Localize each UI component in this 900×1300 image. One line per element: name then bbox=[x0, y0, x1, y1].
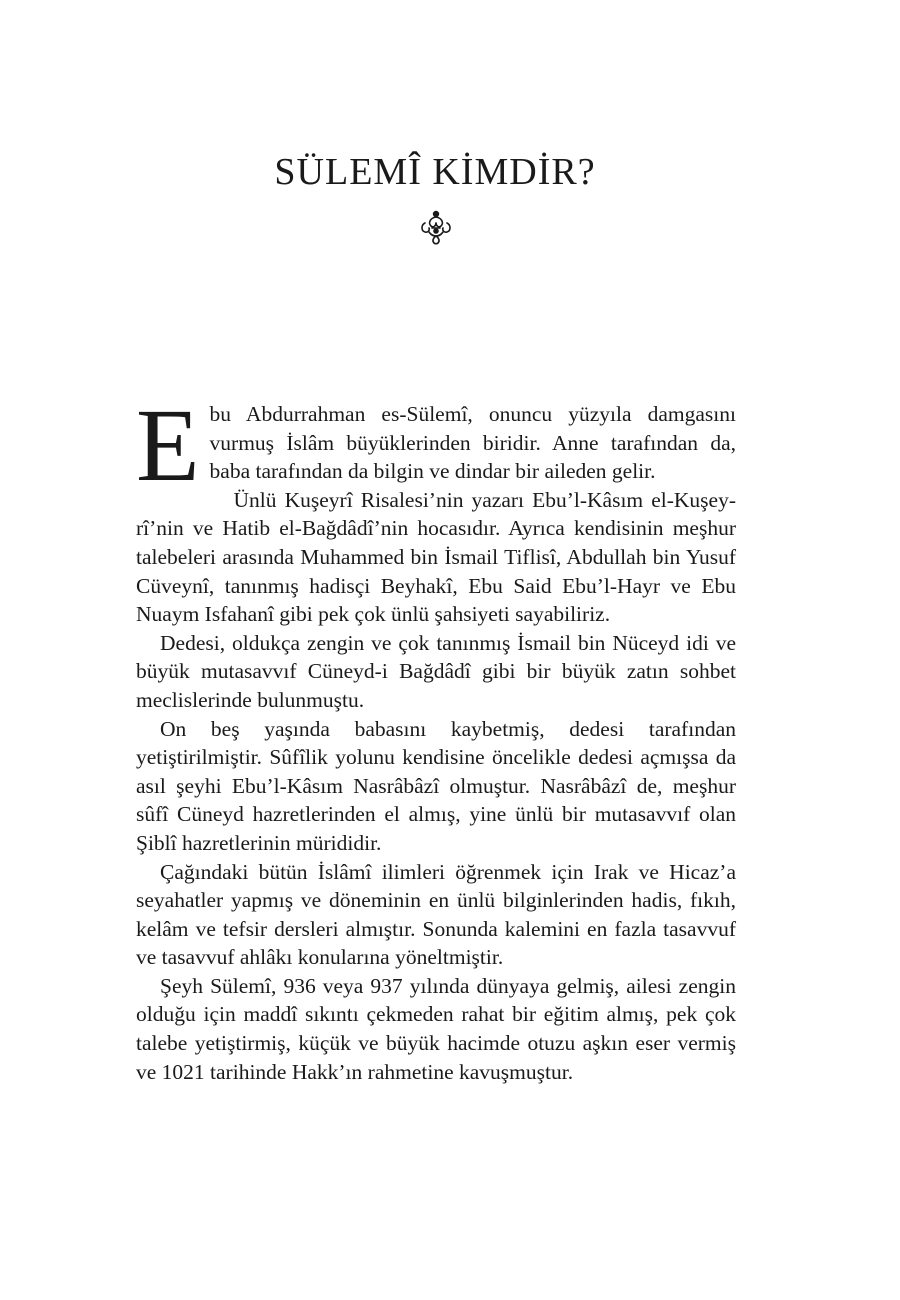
chapter-body bbox=[136, 388, 736, 1086]
paragraph-5: Çağındaki bütün İslâmî ilimleri öğrenmek için Irak ve Hicaz’a seyahatler yapmış ve döneminin en ünlü bilginlerinden hadis, fıkıh, kelâm ve tefsir dersleri almıştır. Sonunda kalemini en fazla tasavvuf ve tasavvuf ahlâkı konularına yöneltmiştir. bbox=[136, 859, 736, 970]
paragraph-4: On beş yaşında babasını kaybetmiş, dedesi tarafından yetiştirilmiştir. Sûfîlik yolunu kendisine öncelikle dedesi açmışsa da asıl şeyhi Ebu’l-Kâsım Nasrâbâzî olmuştur. Nasrâbâzî de, meşhur sûfî Cüneyd hazretlerinden el almış, yine ünlü bir mutasavvıf olan Şiblî hazretlerinin mürididir. bbox=[136, 716, 736, 855]
chapter-title: SÜLEMÎ KİMDİR? bbox=[274, 151, 596, 193]
paragraph-1-text: bu Abdurrahman es-Sülemî, onuncu yüzyıla damgasını vurmuş İslâm büyüklerinden biridir. Anne tarafından da, baba tarafından da bilgin ve dindar bir aileden gelir. bbox=[209, 402, 736, 484]
paragraph-3: Dedesi, oldukça zengin ve çok tanınmış İsmail bin Nüceyd idi ve büyük mutasavvıf Cüneyd-i Bağdâdî gibi bir büyük zatın sohbet meclislerinde bulunmuştu. bbox=[136, 630, 736, 712]
paragraph-2: Ünlü Kuşeyrî Risalesi’nin yazarı Ebu’l-Kâsım el-Kuşeyrî’nin ve Hatib el-Bağdâdî’nin hocasıdır. Ayrıca kendisinin meşhur talebeleri arasında Muhammed bin İsmail Tiflisî, Abdullah bin Yusuf Cüveynî, tanınmış hadisçi Beyhakî, Ebu Said Ebu’l-Hayr ve Ebu Nuaym Isfahanî gibi pek çok ünlü şahsiyeti sayabiliriz. bbox=[136, 487, 736, 627]
paragraph-1 bbox=[136, 388, 736, 503]
paragraph-6: Şeyh Sülemî, 936 veya 937 yılında dünyaya gelmiş, ailesi zengin olduğu için maddî sıkıntı çekmeden rahat bir eğitim almış, pek çok talebe yetiştirmiş, küçük ve büyük hacimde otuzu aşkın eser vermiş ve 1021 tarihinde Hakk’ın rahmetine kavuşmuştur. bbox=[136, 973, 736, 1084]
fleuron-ornament-icon bbox=[416, 208, 456, 248]
drop-cap: E bbox=[136, 388, 200, 503]
